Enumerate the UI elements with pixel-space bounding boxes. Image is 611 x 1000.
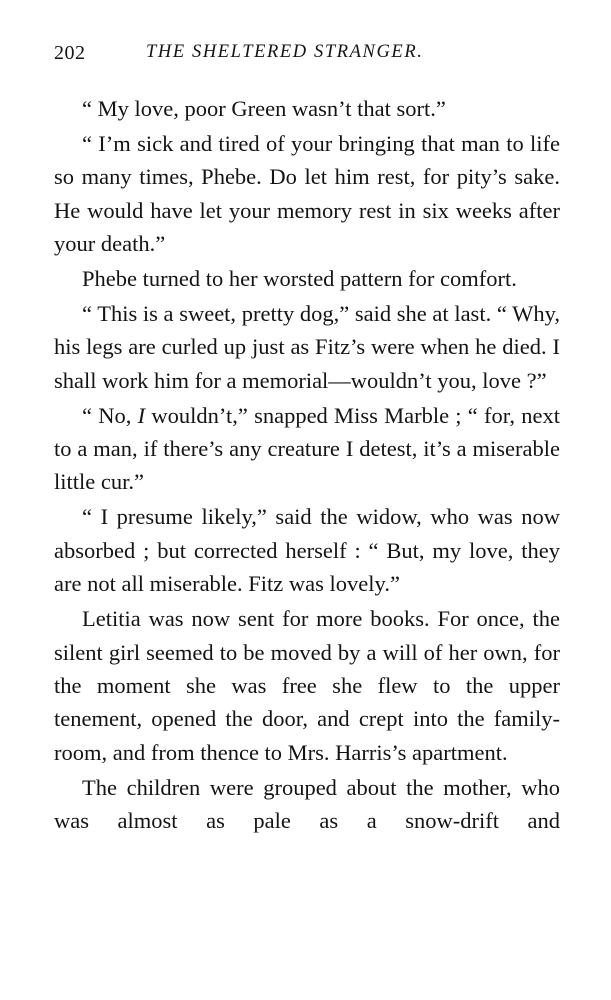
paragraph-5-italic: I [137,402,146,428]
paragraph-5-before: “ No, [82,402,138,428]
paragraph-8: The children were grouped about the mother, who was almost as pale as a snow-drift and [54,774,560,834]
paragraph-5-after: wouldn’t,” snapped Miss Marble ; “ for, next to a man, if there’s any creature I detest, it’s a miserable little cur.” [54,402,560,495]
paragraph-2: “ I’m sick and tired of your bringing that man to life so many times, Phebe. Do let him rest, for pity’s sake. He would have let your memory rest in six weeks after your death.” [54,130,560,257]
paragraph-3: Phebe turned to her worsted pattern for comfort. [82,266,517,292]
paragraph-5 [54,399,560,499]
book-page [54,40,560,837]
paragraph-1: “ My love, poor Green wasn’t that sort.” [82,96,446,121]
page-header [54,40,560,70]
running-title: THE SHELTERED STRANGER. [146,42,424,62]
body-text [54,92,560,837]
paragraph-4: “ This is a sweet, pretty dog,” said she at last. “ Why, his legs are curled up just as Fitz’s were when he died. I shall work him for a memorial—wouldn’t you, love ?” [54,300,560,393]
paragraph-6: “ I presume likely,” said the widow, who was now absorbed ; but corrected herself : “ But, my love, they are not all miserable. Fitz was lovely.” [54,504,560,597]
page-number: 202 [54,42,86,64]
paragraph-7: Letitia was now sent for more books. For once, the silent girl seemed to be moved by a will of her own, for the moment she was free she flew to the upper tenement, opened the door, and crept into the family-room, and from thence to Mrs. Harris’s apartment. [54,606,560,765]
